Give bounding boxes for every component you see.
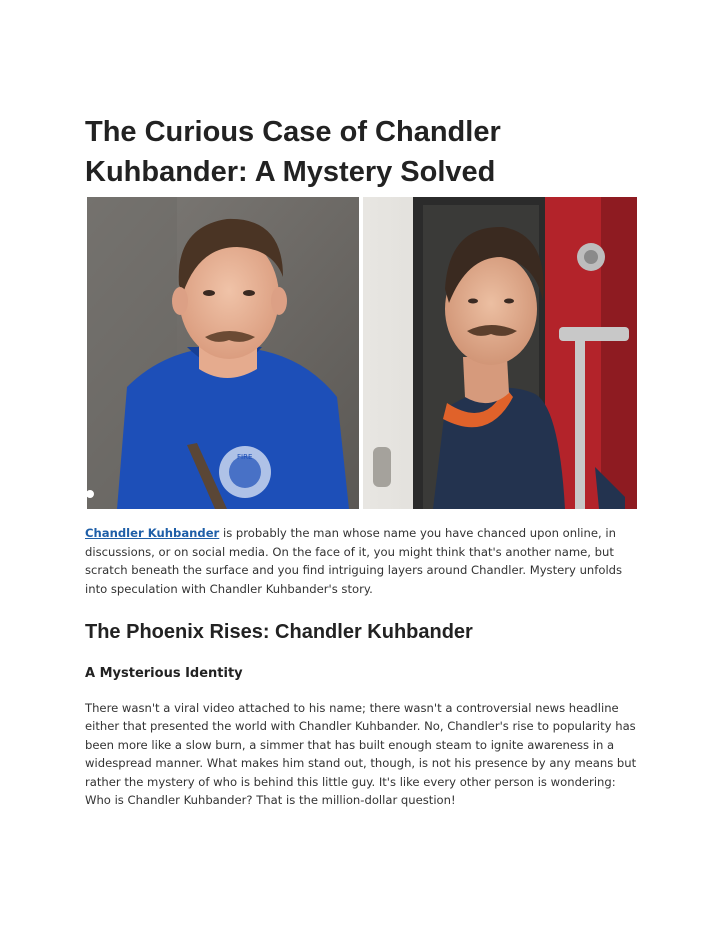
photo-pair [87,197,637,509]
section-heading: The Phoenix Rises: Chandler Kuhbander [85,621,473,643]
left-photo [87,197,359,509]
article-title: The Curious Case of Chandler Kuhbander: A Mystery Solved [85,116,501,188]
subsection-heading: A Mysterious Identity [85,666,243,681]
man-fire-truck-image [363,197,637,509]
body-paragraph: There wasn't a viral video attached to his name; there wasn't a controversial news headline either that presented the world with Chandler Kuhbander. No, Chandler's rise to popularity has been more like a slow burn, a simmer that has built enough steam to ignite awareness in a widespread manner. What makes him stand out, though, is not his presence by any means but rather the mystery of who is behind this little guy. It's like every other person is wondering: Who is Chandler Kuhbander? That is the million-dollar question! [85,701,637,808]
man-blue-shirt-image [87,197,359,509]
chandler-kuhbander-link[interactable]: Chandler Kuhbander [85,526,220,540]
fire-logo-text: FIRE [237,453,253,461]
intro-paragraph [85,524,645,598]
intro-text: is probably the man whose name you have chanced upon online, in discussions, or on social media. On the face of it, you might think that's another name, but scratch beneath the surface and you find intriguing layers around Chandler. Mystery unfolds into speculation with Chandler Kuhbander's story. [85,526,623,596]
right-photo [363,197,637,509]
